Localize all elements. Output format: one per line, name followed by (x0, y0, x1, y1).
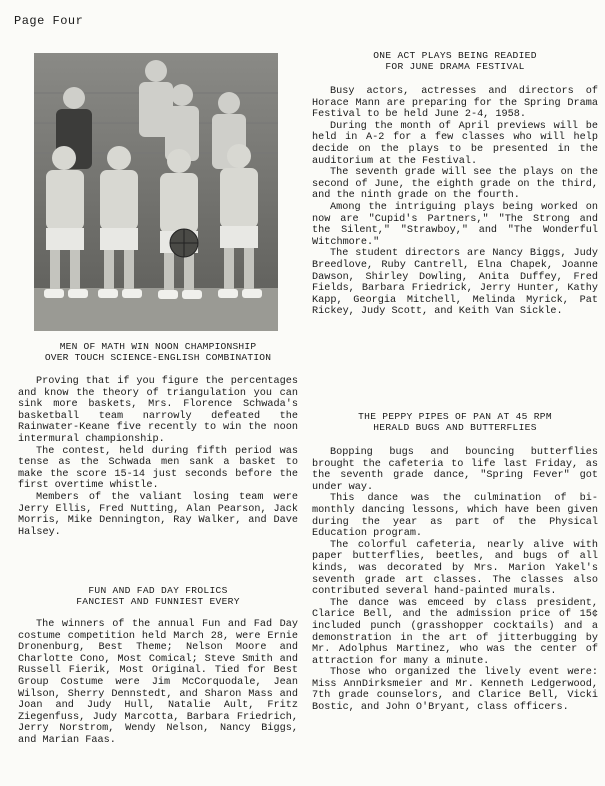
story-paragraph: Proving that if you figure the percentages and know the theory of triangulation you can sink more baskets, Mrs. Florence Schwada's basketball team narrowly defeated the Rainwater-Keane five recently to win the noon intermural championship. (18, 376, 298, 445)
plays-story (312, 50, 598, 318)
headline: THE PEPPY PIPES OF PAN AT 45 RPM (358, 411, 552, 422)
headline: FUN AND FAD DAY FROLICS (88, 585, 228, 596)
story-paragraph: Members of the valiant losing team were Jerry Ellis, Fred Nutting, Alan Pearson, Jack Morris, Mike Dennington, Ray Walker, and Dave Halsey. (18, 491, 298, 538)
story-paragraph: This dance was the culmination of bi-monthly dancing lessons, which have been given during the year as part of the Physical Education program. (312, 493, 598, 540)
caption-line: MEN OF MATH WIN NOON CHAMPIONSHIP (59, 341, 257, 352)
story-paragraph: The winners of the annual Fun and Fad Day costume competition held March 28, were Ernie Dronenburg, Best Theme; Nelson Moore and Charlotte Cono, Most Comical; Steve Smith and Russell Fierik, Most Original. Tied for Best Group Costume were Jim McCorquodale, Jean Wilson, Sherry Dennstedt, and Sharon Mass and Joan and Judy Hull, Natalie Ault, Fritz Ziegenfuss, Judy Marcotta, Barbara Friedrich, Jerry Norstrom, Wendy Nelson, Nancy Biggs, and Marian Faas. (18, 619, 298, 746)
story-paragraph: The student directors are Nancy Biggs, Judy Breedlove, Ruby Cantrell, Elna Chapek, Joanne Dawson, Shirley Dowling, Anita Duffey, Fred Fields, Barbara Friedrick, Jerry Hunter, Kathy Kapp, Georgia Mitchell, Melinda Myrick, Pat Rickey, Judy Scott, and Keith Van Sickle. (312, 248, 598, 318)
headline: FOR JUNE DRAMA FESTIVAL (385, 61, 525, 72)
story-paragraph: Among the intriguing plays being worked on now are "Cupid's Partners," "The Strong and the Silent," "Strawboy," and "The Wonderful Witchmore." (312, 201, 598, 248)
story-paragraph: The dance was emceed by class president, Clarice Bell, and the admission price of 15¢ included punch (grasshopper cocktails) and a demonstration in the art of jitterbugging by Mr. Adolphus Martinez, who was the center of attraction for many a minute. (312, 597, 598, 667)
story-paragraph: Busy actors, actresses and directors of Horace Mann are preparing for the Spring Drama Festival to be held June 2-4, 1958. (312, 86, 598, 121)
story-paragraph: Those who organized the lively event were: Miss AnnDirksmeier and Mr. Kenneth Ledgerwood, 7th grade counselors, and Clarice Bell, Vicki Bostic, and John O'Bryant, class officers. (312, 667, 598, 714)
story-paragraph: During the month of April previews will be held in A-2 for a few classes who will help decide on the plays to be presented in the auditorium at the Festival. (312, 120, 598, 167)
story-paragraph: The seventh grade will see the plays on the second of June, the eighth grade on the third, and the ninth grade on the fourth. (312, 167, 598, 202)
headline: ONE ACT PLAYS BEING READIED (373, 50, 537, 61)
headline: FANCIEST AND FUNNIEST EVERY (76, 596, 240, 607)
story-paragraph: Bopping bugs and bouncing butterflies brought the cafeteria to life last Friday, as the seventh grade dance, "Spring Fever" got under way. (312, 447, 598, 493)
photo-caption (22, 341, 294, 363)
page-number: Page Four (14, 14, 84, 28)
frolics-story (18, 585, 298, 747)
headline: HERALD BUGS AND BUTTERFLIES (373, 422, 537, 433)
math-story (18, 376, 298, 538)
caption-line: OVER TOUCH SCIENCE-ENGLISH COMBINATION (44, 352, 272, 363)
story-paragraph: The colorful cafeteria, nearly alive with paper butterflies, beetles, and bugs of all kinds, was decorated by Mrs. Marion Yakel's seventh grade art classes. The classes also contributed several hand-painted murals. (312, 539, 598, 598)
pan-story (312, 411, 598, 714)
team-photo (34, 53, 278, 331)
story-paragraph: The contest, held during fifth period was tense as the Schwada men sank a basket to make the score 15-14 just seconds before the first overtime whistle. (18, 445, 298, 492)
